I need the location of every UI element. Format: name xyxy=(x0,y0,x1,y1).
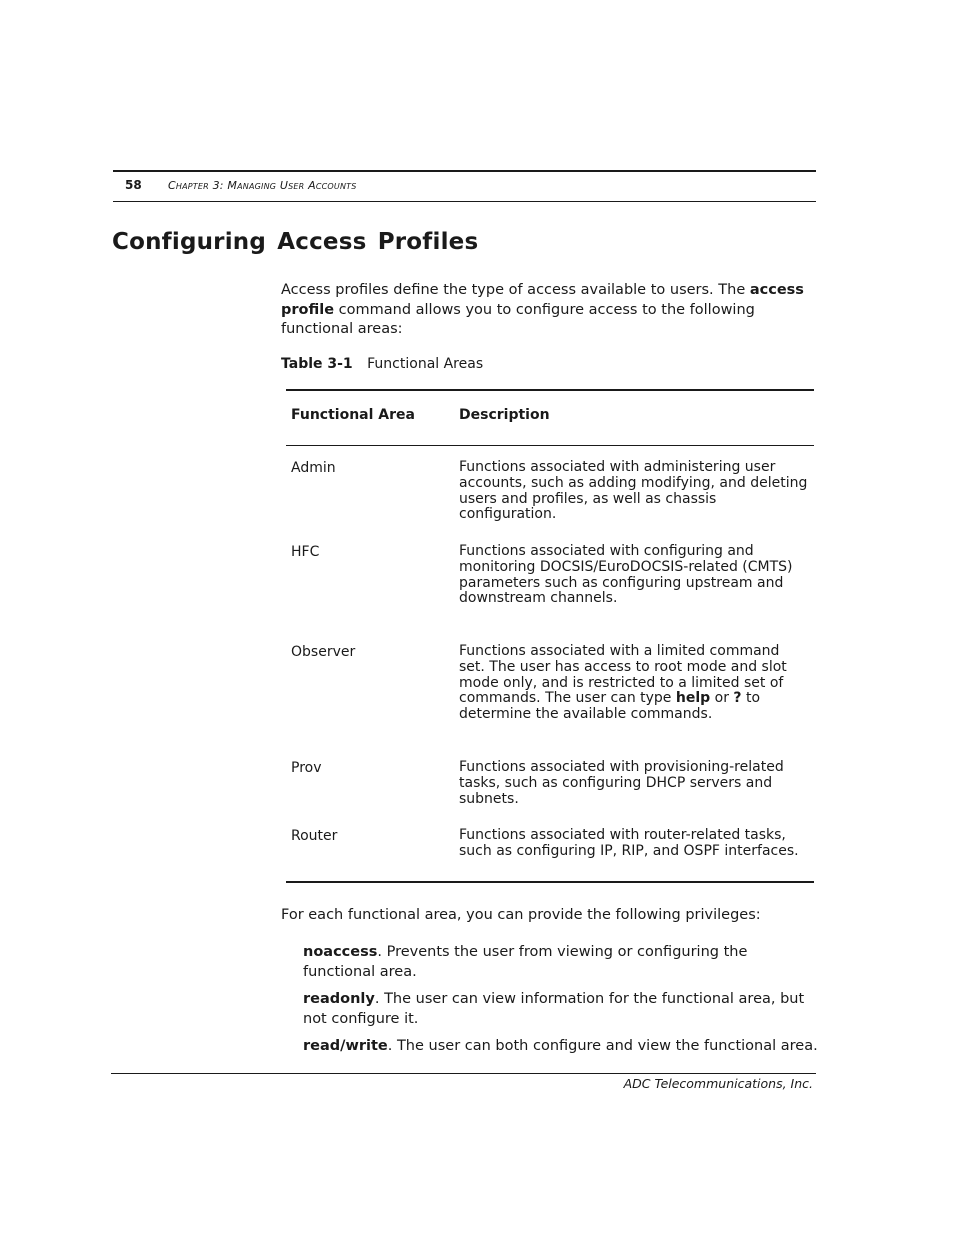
table-caption xyxy=(281,356,483,372)
table-header-functional-area: Functional Area xyxy=(291,407,415,423)
intro-text-after: command allows you to configure access to the following functional areas: xyxy=(281,301,755,337)
table-row-description-hfc: Functions associated with configuring and monitoring DOCSIS/EuroDOCSIS-related (CMTS) parameters such as configuring upstream and downstream channels. xyxy=(459,543,793,607)
table-row-area-router: Router xyxy=(291,828,338,844)
privilege-term-readonly: readonly xyxy=(303,991,375,1007)
table-rule-top xyxy=(286,389,814,391)
table-row-area-admin: Admin xyxy=(291,460,336,476)
observer-desc-after: to determine the available commands. xyxy=(459,690,761,723)
observer-desc-help-command: help xyxy=(675,690,711,707)
privilege-item-readonly xyxy=(303,989,818,1029)
table-rule-bottom xyxy=(286,881,814,883)
table-row-description-observer xyxy=(459,644,809,723)
intro-command: access profile xyxy=(281,282,804,318)
intro-text-before: Access profiles define the type of access available to users. The xyxy=(281,282,750,298)
table-caption-title: Functional Areas xyxy=(367,356,484,372)
table-row-description-admin: Functions associated with administering user accounts, such as adding modifying, and deleting users and profiles, as well as chassis configuration. xyxy=(459,459,808,523)
table-rule-header xyxy=(286,445,814,446)
privilege-item-noaccess xyxy=(303,942,818,982)
footer-company: ADC Telecommunications, Inc. xyxy=(623,1076,813,1091)
privilege-term-readwrite: read/write xyxy=(303,1038,388,1054)
observer-desc-question-command: ? xyxy=(733,690,742,707)
section-heading: Configuring Access Profiles xyxy=(112,229,479,255)
privilege-term-noaccess: noaccess xyxy=(303,944,378,960)
table-row-area-prov: Prov xyxy=(291,760,322,776)
chapter-title: Chapter 3: Managing User Accounts xyxy=(168,179,357,192)
observer-desc-before: Functions associated with a limited command set. The user has access to root mode and slot mode only, and is restricted to a limited set of commands. The user can type xyxy=(459,643,787,707)
footer-rule xyxy=(111,1073,816,1074)
privilege-text-noaccess: . Prevents the user from viewing or configuring the functional area. xyxy=(303,944,748,980)
privilege-text-readonly: . The user can view information for the functional area, but not configure it. xyxy=(303,991,805,1027)
table-caption-label: Table 3-1 xyxy=(281,356,353,372)
privileges-intro: For each functional area, you can provide the following privileges: xyxy=(281,907,761,923)
intro-paragraph xyxy=(281,281,816,340)
table-row-area-observer: Observer xyxy=(291,644,356,660)
table-row-area-hfc: HFC xyxy=(291,544,320,560)
header-rule-bottom xyxy=(113,201,816,202)
page-number: 58 xyxy=(125,178,142,192)
privilege-text-readwrite: . The user can both configure and view the functional area. xyxy=(387,1038,818,1054)
table-row-description-router: Functions associated with router-related tasks, such as configuring IP, RIP, and OSPF interfaces. xyxy=(459,827,799,859)
table-header-description: Description xyxy=(459,407,550,423)
header-rule-top xyxy=(113,170,816,172)
privilege-item-readwrite xyxy=(303,1036,818,1056)
observer-desc-mid: or xyxy=(710,690,734,707)
table-row-description-prov: Functions associated with provisioning-related tasks, such as configuring DHCP servers and subnets. xyxy=(459,759,784,807)
